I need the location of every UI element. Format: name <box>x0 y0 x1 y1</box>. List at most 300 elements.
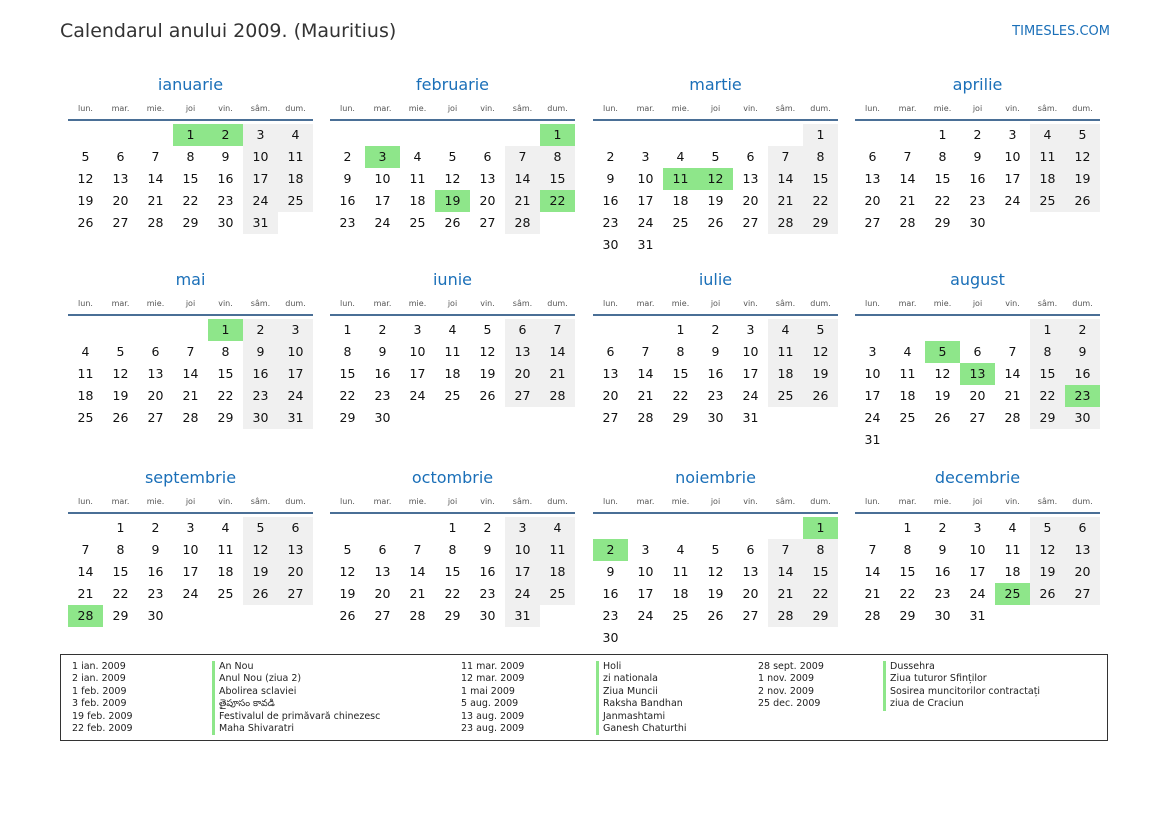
day-cell: 6 <box>973 344 982 359</box>
weekday-label: mar. <box>111 299 130 308</box>
weekday-label: joi <box>972 104 983 113</box>
day-cell: 12 <box>339 564 356 579</box>
day-cell: 24 <box>637 608 654 623</box>
day-cell: 20 <box>374 586 391 601</box>
day-cell: 13 <box>278 539 313 561</box>
weekday-label: mie. <box>933 104 952 113</box>
day-cell: 11 <box>278 146 313 168</box>
day-cell: 17 <box>1004 171 1021 186</box>
day-cell: 9 <box>606 564 615 579</box>
legend-holiday-name: Maha Shivaratri <box>212 723 380 735</box>
day-cell: 21 <box>409 586 426 601</box>
weekday-label: vin. <box>743 497 758 506</box>
holiday-legend <box>60 654 1108 741</box>
day-cell: 1 <box>938 127 947 142</box>
legend-date: 11 mar. 2009 <box>461 661 525 672</box>
day-cell: 27 <box>1065 583 1100 605</box>
day-cell: 6 <box>1065 517 1100 539</box>
day-cell: 7 <box>413 542 422 557</box>
day-cell: 18 <box>1004 564 1021 579</box>
day-cell: 1 <box>343 322 352 337</box>
legend-date: 1 ian. 2009 <box>72 661 126 672</box>
day-cell: 16 <box>1065 363 1100 385</box>
day-cell: 5 <box>343 542 352 557</box>
day-cell: 7 <box>505 146 540 168</box>
day-cell: 30 <box>707 410 724 425</box>
month-divider <box>330 314 575 316</box>
day-cell: 6 <box>483 149 492 164</box>
month-name: iulie <box>698 270 733 289</box>
day-cell: 24 <box>182 586 199 601</box>
day-cell: 7 <box>151 149 160 164</box>
day-cell: 31 <box>864 432 881 447</box>
legend-date: 1 mai 2009 <box>461 685 515 697</box>
day-cell: 28 <box>899 215 916 230</box>
legend-holiday-name: Anul Nou (ziua 2) <box>212 673 380 685</box>
legend-holiday-name: Abolirea sclaviei <box>212 686 380 698</box>
day-cell: 20 <box>969 388 986 403</box>
day-cell: 29 <box>339 410 356 425</box>
weekday-label: dum. <box>285 104 306 113</box>
legend-names-column <box>212 661 380 735</box>
weekday-label: joi <box>710 299 721 308</box>
day-cell: 10 <box>637 564 654 579</box>
day-cell: 15 <box>540 168 575 190</box>
weekday-label: lun. <box>865 497 880 506</box>
day-cell: 29 <box>803 212 838 234</box>
site-link[interactable]: TIMESLES.COM <box>1012 24 1110 39</box>
weekday-label: vin. <box>480 497 495 506</box>
weekday-label: sâm. <box>250 497 271 506</box>
day-cell: 4 <box>81 344 90 359</box>
day-cell: 30 <box>243 407 278 429</box>
day-cell: 29 <box>672 410 689 425</box>
day-cell: 2 <box>711 322 720 337</box>
day-cell: 20 <box>864 193 881 208</box>
day-cell: 21 <box>147 193 164 208</box>
day-cell: 9 <box>243 341 278 363</box>
day-cell: 3 <box>1008 127 1017 142</box>
day-cell: 17 <box>409 366 426 381</box>
day-cell: 21 <box>77 586 94 601</box>
day-cell: 16 <box>969 171 986 186</box>
day-cell: 19 <box>707 586 724 601</box>
day-cell: 1 <box>676 322 685 337</box>
day-cell: 5 <box>116 344 125 359</box>
day-cell: 25 <box>444 388 461 403</box>
day-cell: 3 <box>641 149 650 164</box>
day-cell: 24 <box>243 190 278 212</box>
day-cell: 11 <box>540 539 575 561</box>
weekday-label: mie. <box>933 497 952 506</box>
day-cell: 12 <box>112 366 129 381</box>
legend-date: 25 dec. 2009 <box>758 698 821 710</box>
day-cell: 17 <box>243 168 278 190</box>
day-cell: 28 <box>409 608 426 623</box>
day-cell: 26 <box>339 608 356 623</box>
day-cell: 10 <box>409 344 426 359</box>
weekday-label: mie. <box>408 104 427 113</box>
weekday-label: lun. <box>865 299 880 308</box>
day-cell: 25 <box>899 410 916 425</box>
day-cell: 16 <box>339 193 356 208</box>
weekday-label: vin. <box>218 104 233 113</box>
day-cell: 26 <box>243 583 278 605</box>
day-cell: 25 <box>540 583 575 605</box>
day-cell: 1 <box>116 520 125 535</box>
day-cell: 12 <box>934 366 951 381</box>
weekday-label: joi <box>447 104 458 113</box>
day-cell: 22 <box>339 388 356 403</box>
day-cell: 6 <box>378 542 387 557</box>
day-cell: 12 <box>77 171 94 186</box>
holiday-day-cell: 19 <box>435 190 470 212</box>
legend-date: 19 feb. 2009 <box>72 710 133 722</box>
weekday-label: mar. <box>636 497 655 506</box>
legend-dates-column <box>758 661 824 711</box>
day-cell: 24 <box>864 410 881 425</box>
day-cell: 30 <box>479 608 496 623</box>
weekday-label: lun. <box>78 299 93 308</box>
day-cell: 4 <box>540 517 575 539</box>
day-cell: 29 <box>444 608 461 623</box>
day-cell: 2 <box>343 149 352 164</box>
legend-holiday-name: zi nationala <box>596 673 687 685</box>
weekday-label: sâm. <box>512 497 533 506</box>
day-cell: 3 <box>505 517 540 539</box>
day-cell: 27 <box>505 385 540 407</box>
weekday-label: vin. <box>218 299 233 308</box>
day-cell: 26 <box>934 410 951 425</box>
weekday-label: joi <box>972 299 983 308</box>
day-cell: 16 <box>934 564 951 579</box>
day-cell: 5 <box>1030 517 1065 539</box>
day-cell: 26 <box>1030 583 1065 605</box>
weekday-label: dum. <box>810 497 831 506</box>
day-cell: 12 <box>444 171 461 186</box>
weekday-label: joi <box>447 497 458 506</box>
holiday-day-cell: 2 <box>593 539 628 561</box>
weekday-label: mar. <box>373 299 392 308</box>
day-cell: 28 <box>864 608 881 623</box>
day-cell: 15 <box>182 171 199 186</box>
day-cell: 22 <box>1030 385 1065 407</box>
day-cell: 4 <box>1008 520 1017 535</box>
day-cell: 7 <box>1008 344 1017 359</box>
day-cell: 4 <box>676 149 685 164</box>
day-cell: 22 <box>803 583 838 605</box>
day-cell: 9 <box>378 344 387 359</box>
legend-holiday-name: ziua de Craciun <box>883 698 1040 710</box>
month-name: august <box>950 270 1005 289</box>
day-cell: 11 <box>77 366 94 381</box>
day-cell: 24 <box>505 583 540 605</box>
day-cell: 2 <box>1065 319 1100 341</box>
holiday-day-cell: 5 <box>925 341 960 363</box>
day-cell: 17 <box>637 193 654 208</box>
day-cell: 21 <box>182 388 199 403</box>
month-divider <box>593 512 838 514</box>
day-cell: 3 <box>243 124 278 146</box>
day-cell: 31 <box>278 407 313 429</box>
weekday-label: dum. <box>1072 497 1093 506</box>
day-cell: 3 <box>973 520 982 535</box>
weekday-label: mie. <box>146 104 165 113</box>
day-cell: 10 <box>637 171 654 186</box>
day-cell: 17 <box>505 561 540 583</box>
weekday-label: mie. <box>933 299 952 308</box>
holiday-day-cell: 1 <box>540 124 575 146</box>
day-cell: 26 <box>707 215 724 230</box>
day-cell: 30 <box>374 410 391 425</box>
weekday-label: mar. <box>636 104 655 113</box>
weekday-label: sâm. <box>1037 104 1058 113</box>
month-name: octombrie <box>411 468 494 487</box>
day-cell: 20 <box>278 561 313 583</box>
weekday-label: vin. <box>1005 104 1020 113</box>
day-cell: 6 <box>278 517 313 539</box>
day-cell: 11 <box>444 344 461 359</box>
day-cell: 10 <box>505 539 540 561</box>
day-cell: 6 <box>116 149 125 164</box>
weekday-label: mie. <box>146 299 165 308</box>
weekday-label: lun. <box>340 497 355 506</box>
day-cell: 16 <box>374 366 391 381</box>
weekday-label: mie. <box>671 497 690 506</box>
weekday-label: dum. <box>547 497 568 506</box>
day-cell: 4 <box>278 124 313 146</box>
day-cell: 10 <box>742 344 759 359</box>
holiday-day-cell: 3 <box>365 146 400 168</box>
legend-holiday-name: Ziua tuturor Sfinților <box>883 673 1040 685</box>
day-cell: 2 <box>606 149 615 164</box>
legend-holiday-name: Sosirea muncitorilor contractați <box>883 686 1040 698</box>
day-cell: 25 <box>409 215 426 230</box>
day-cell: 15 <box>934 171 951 186</box>
weekday-label: vin. <box>743 299 758 308</box>
month-divider <box>855 314 1100 316</box>
weekday-label: vin. <box>1005 299 1020 308</box>
month-divider <box>68 314 313 316</box>
holiday-day-cell: 23 <box>1065 385 1100 407</box>
day-cell: 21 <box>768 583 803 605</box>
day-cell: 19 <box>479 366 496 381</box>
day-cell: 8 <box>803 146 838 168</box>
day-cell: 16 <box>707 366 724 381</box>
day-cell: 22 <box>182 193 199 208</box>
day-cell: 26 <box>444 215 461 230</box>
day-cell: 14 <box>768 168 803 190</box>
legend-date: 22 feb. 2009 <box>72 722 133 734</box>
month-divider <box>593 119 838 121</box>
day-cell: 15 <box>672 366 689 381</box>
day-cell: 10 <box>969 542 986 557</box>
day-cell: 8 <box>1030 341 1065 363</box>
legend-holiday-name: Raksha Bandhan <box>596 698 687 710</box>
page-title: Calendarul anului 2009. (Mauritius) <box>60 20 397 42</box>
day-cell: 19 <box>803 363 838 385</box>
day-cell: 25 <box>278 190 313 212</box>
day-cell: 21 <box>768 190 803 212</box>
day-cell: 5 <box>711 542 720 557</box>
day-cell: 15 <box>1030 363 1065 385</box>
day-cell: 7 <box>768 146 803 168</box>
day-cell: 3 <box>868 344 877 359</box>
day-cell: 7 <box>641 344 650 359</box>
legend-holiday-name: An Nou <box>212 661 380 673</box>
weekday-label: mar. <box>636 299 655 308</box>
day-cell: 19 <box>934 388 951 403</box>
day-cell: 18 <box>672 193 689 208</box>
weekday-label: vin. <box>480 104 495 113</box>
day-cell: 20 <box>147 388 164 403</box>
legend-dates-column <box>461 661 524 735</box>
legend-holiday-name: Janmashtami <box>596 711 687 723</box>
day-cell: 9 <box>938 542 947 557</box>
day-cell: 27 <box>602 410 619 425</box>
day-cell: 20 <box>505 363 540 385</box>
day-cell: 23 <box>602 215 619 230</box>
day-cell: 14 <box>409 564 426 579</box>
day-cell: 10 <box>278 341 313 363</box>
day-cell: 2 <box>938 520 947 535</box>
day-cell: 13 <box>505 341 540 363</box>
month-name: februarie <box>415 75 490 94</box>
day-cell: 21 <box>505 190 540 212</box>
day-cell: 9 <box>151 542 160 557</box>
day-cell: 8 <box>221 344 230 359</box>
month-divider <box>330 119 575 121</box>
day-cell: 31 <box>742 410 759 425</box>
weekday-label: joi <box>447 299 458 308</box>
day-cell: 19 <box>77 193 94 208</box>
weekday-label: joi <box>972 497 983 506</box>
day-cell: 12 <box>803 341 838 363</box>
day-cell: 25 <box>217 586 234 601</box>
legend-date: 1 feb. 2009 <box>72 685 127 697</box>
day-cell: 4 <box>768 319 803 341</box>
weekday-label: sâm. <box>512 299 533 308</box>
day-cell: 8 <box>676 344 685 359</box>
day-cell: 16 <box>217 171 234 186</box>
day-cell: 11 <box>409 171 426 186</box>
holiday-day-cell: 22 <box>540 190 575 212</box>
day-cell: 8 <box>540 146 575 168</box>
day-cell: 19 <box>1065 168 1100 190</box>
day-cell: 18 <box>899 388 916 403</box>
day-cell: 18 <box>540 561 575 583</box>
day-cell: 29 <box>1030 407 1065 429</box>
day-cell: 5 <box>448 149 457 164</box>
weekday-label: joi <box>185 299 196 308</box>
day-cell: 23 <box>339 215 356 230</box>
day-cell: 11 <box>1004 542 1021 557</box>
day-cell: 13 <box>602 366 619 381</box>
day-cell: 12 <box>707 564 724 579</box>
weekday-label: sâm. <box>1037 299 1058 308</box>
day-cell: 25 <box>77 410 94 425</box>
day-cell: 27 <box>742 608 759 623</box>
day-cell: 12 <box>1065 146 1100 168</box>
weekday-label: vin. <box>480 299 495 308</box>
day-cell: 31 <box>505 605 540 627</box>
day-cell: 1 <box>1030 319 1065 341</box>
legend-date: 3 feb. 2009 <box>72 698 127 710</box>
day-cell: 15 <box>803 168 838 190</box>
day-cell: 6 <box>746 149 755 164</box>
day-cell: 19 <box>243 561 278 583</box>
day-cell: 18 <box>768 363 803 385</box>
weekday-label: mie. <box>408 497 427 506</box>
day-cell: 9 <box>606 171 615 186</box>
day-cell: 21 <box>864 586 881 601</box>
day-cell: 6 <box>151 344 160 359</box>
month-divider <box>68 119 313 121</box>
legend-date: 5 aug. 2009 <box>461 698 519 710</box>
day-cell: 20 <box>602 388 619 403</box>
holiday-day-cell: 13 <box>960 363 995 385</box>
day-cell: 23 <box>147 586 164 601</box>
weekday-label: mar. <box>111 497 130 506</box>
day-cell: 28 <box>182 410 199 425</box>
weekday-label: sâm. <box>250 104 271 113</box>
day-cell: 20 <box>479 193 496 208</box>
day-cell: 20 <box>742 193 759 208</box>
day-cell: 29 <box>803 605 838 627</box>
day-cell: 26 <box>803 385 838 407</box>
day-cell: 27 <box>278 583 313 605</box>
weekday-label: lun. <box>865 104 880 113</box>
day-cell: 27 <box>864 215 881 230</box>
day-cell: 3 <box>186 520 195 535</box>
weekday-label: lun. <box>603 497 618 506</box>
day-cell: 29 <box>899 608 916 623</box>
day-cell: 17 <box>864 388 881 403</box>
day-cell: 26 <box>1065 190 1100 212</box>
day-cell: 27 <box>374 608 391 623</box>
weekday-label: dum. <box>547 104 568 113</box>
day-cell: 5 <box>243 517 278 539</box>
legend-holiday-name: Ziua Muncii <box>596 686 687 698</box>
month-divider <box>593 314 838 316</box>
day-cell: 13 <box>112 171 129 186</box>
day-cell: 7 <box>903 149 912 164</box>
legend-holiday-name: తైపూసం కావడి <box>212 698 380 710</box>
weekday-label: sâm. <box>775 497 796 506</box>
day-cell: 2 <box>973 127 982 142</box>
day-cell: 30 <box>602 237 619 252</box>
day-cell: 15 <box>444 564 461 579</box>
day-cell: 9 <box>343 171 352 186</box>
day-cell: 8 <box>448 542 457 557</box>
legend-date: 12 mar. 2009 <box>461 673 525 685</box>
weekday-label: dum. <box>285 497 306 506</box>
day-cell: 8 <box>343 344 352 359</box>
day-cell: 19 <box>707 193 724 208</box>
day-cell: 28 <box>768 212 803 234</box>
holiday-day-cell: 11 <box>663 168 698 190</box>
day-cell: 2 <box>483 520 492 535</box>
day-cell: 7 <box>868 542 877 557</box>
weekday-label: lun. <box>603 299 618 308</box>
day-cell: 5 <box>483 322 492 337</box>
day-cell: 23 <box>602 608 619 623</box>
legend-dates-column <box>72 661 133 735</box>
weekday-label: vin. <box>743 104 758 113</box>
day-cell: 8 <box>116 542 125 557</box>
day-cell: 18 <box>1030 168 1065 190</box>
day-cell: 7 <box>81 542 90 557</box>
